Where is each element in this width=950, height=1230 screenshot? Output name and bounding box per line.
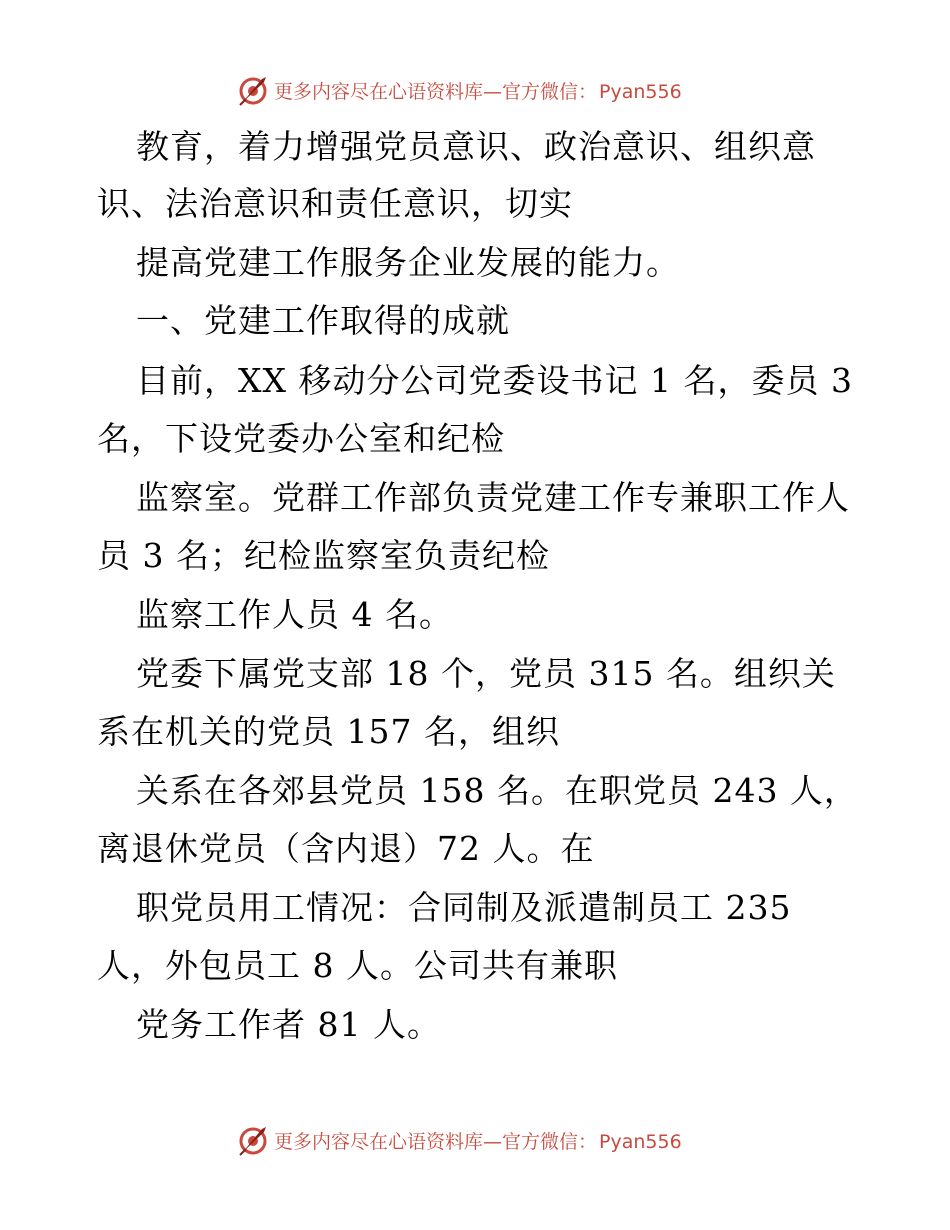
watermark-id: Pyan556 [599,1130,682,1153]
body-line: 识、法治意识和责任意识，切实 [97,184,573,223]
body-line: 离退休党员（含内退）72 人。在 [97,829,595,868]
body-line: 关系在各郊县党员 158 名。在职党员 243 人， [136,771,858,810]
quill-logo-icon [236,73,270,107]
watermark-text [274,77,682,104]
watermark-label: 更多内容尽在心语资料库—官方微信： [274,80,598,103]
body-line: 教育，着力增强党员意识、政治意识、组织意 [136,127,816,166]
body-line: 党委下属党支部 18 个，党员 315 名。组织关 [136,654,836,693]
watermark-id: Pyan556 [599,80,682,103]
body-line: 员 3 名；纪检监察室负责纪检 [97,536,550,575]
footer-watermark [236,1123,682,1157]
body-line: 系在机关的党员 157 名，组织 [97,712,560,751]
watermark-text [274,1127,682,1154]
quill-logo-icon [236,1123,270,1157]
section-heading: 一、党建工作取得的成就 [136,301,510,340]
body-line: 党务工作者 81 人。 [136,1005,441,1044]
body-line: 提高党建工作服务企业发展的能力。 [136,243,680,282]
body-line: 职党员用工情况：合同制及派遣制员工 235 [136,888,792,927]
body-line: 名，下设党委办公室和纪检 [97,419,505,458]
body-line: 人，外包员工 8 人。公司共有兼职 [97,946,618,985]
body-line: 目前，XX 移动分公司党委设书记 1 名，委员 3 [136,361,853,400]
watermark-label: 更多内容尽在心语资料库—官方微信： [274,1130,598,1153]
body-line: 监察室。党群工作部负责党建工作专兼职工作人 [136,478,850,517]
header-watermark [236,73,682,107]
body-line: 监察工作人员 4 名。 [136,595,453,634]
